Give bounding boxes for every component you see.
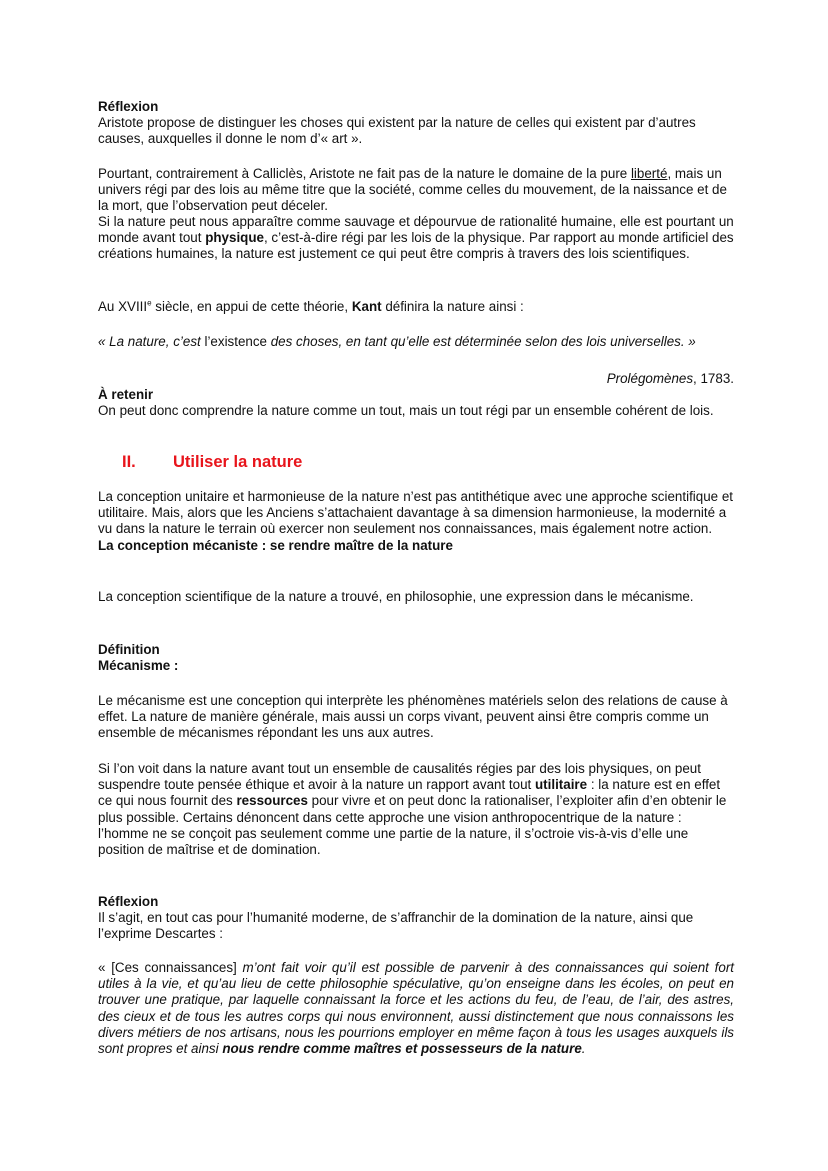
text: définira la nature ainsi : bbox=[381, 299, 524, 314]
bold-term: ressources bbox=[236, 793, 308, 809]
text: l’existence bbox=[200, 334, 271, 349]
underlined-term: liberté bbox=[630, 166, 668, 181]
text: des choses, en tant qu’elle est déterminée selon des lois universelles. » bbox=[270, 334, 696, 349]
text: Si la nature peut nous apparaître comme sauvage et dépourvue de rationalité humaine, elle est pourtant un monde avant tout bbox=[98, 214, 734, 246]
text: . bbox=[581, 1041, 586, 1057]
reflexion-title: Réflexion bbox=[98, 894, 159, 909]
section-title: Utiliser la nature bbox=[173, 453, 303, 471]
kant-source bbox=[98, 371, 734, 387]
superscript: e bbox=[147, 298, 152, 308]
retenir-block bbox=[98, 387, 734, 419]
definition-title: Définition bbox=[98, 642, 160, 657]
definition-term: Mécanisme : bbox=[98, 658, 179, 674]
text: , mais un univers régi par des lois au même titre que la société, comme celles du mouvement, de la naissance et de la mort, que l’observation peut déceler. bbox=[98, 166, 727, 214]
text: Si l’on voit dans la nature avant tout un ensemble de causalités régies par des lois physiques, on peut suspendre toute pensée éthique et avoir à la nature un rapport avant tout bbox=[98, 761, 701, 793]
reflexion-text: Il s’agit, en tout cas pour l’humanité moderne, de s’affranchir de la domination de la nature, ainsi que l’exprime Descartes : bbox=[98, 910, 694, 942]
utilitaire-paragraph bbox=[98, 761, 734, 858]
definition-block bbox=[98, 642, 734, 674]
reflexion-block-2 bbox=[98, 894, 734, 943]
text: , c’est-à-dire régi par les lois de la physique. Par rapport au monde artificiel des créations humaines, la nature est justement ce qui peut être compris à travers des lois scientifiques. bbox=[98, 230, 734, 262]
bold-term: physique bbox=[205, 230, 264, 246]
text: : la nature est en effet ce qui nous fournit des bbox=[98, 777, 721, 809]
subheading: La conception mécaniste : se rendre maître de la nature bbox=[98, 537, 453, 553]
reflexion-text: Aristote propose de distinguer les choses qui existent par la nature de celles qui existent par d’autres causes, auxquelles il donne le nom d’« art ». bbox=[98, 115, 696, 147]
reflexion-title: Réflexion bbox=[98, 99, 159, 114]
descartes-quote bbox=[98, 960, 734, 1057]
text: pour vivre et on peut donc la rationaliser, l’exploiter afin d’en obtenir le plus possible. Certains dénoncent dans cette approche une vision anthropocentrique de la nature : l’homme ne se conçoit pas seulement comme une partie de la nature, il s’octroie vis-à-vis d’elle une position de maîtrise et de domination. bbox=[98, 793, 727, 858]
source-year: , 1783. bbox=[693, 371, 734, 386]
retenir-text: On peut donc comprendre la nature comme un tout, mais un tout régi par un ensemble cohérent de lois. bbox=[98, 403, 714, 419]
source-title: Prolégomènes bbox=[606, 371, 694, 386]
bold-term: Kant bbox=[351, 299, 382, 314]
physique-paragraph bbox=[98, 214, 734, 263]
text: « La nature, bbox=[98, 334, 174, 349]
bold-term: utilitaire bbox=[535, 777, 588, 793]
section-number: II. bbox=[122, 453, 136, 471]
bold-quote: nous rendre comme maîtres et possesseurs de la nature bbox=[222, 1041, 582, 1057]
text: siècle, en appui de cette théorie, bbox=[151, 299, 352, 314]
text: « [Ces connaissances] bbox=[98, 960, 243, 975]
reflexion-block-1 bbox=[98, 99, 734, 148]
text: Pourtant, contrairement à Calliclès, Aristote ne fait pas de la nature le domaine de la pure bbox=[98, 166, 631, 181]
text: Au XVIII bbox=[98, 299, 148, 314]
retenir-title: À retenir bbox=[98, 387, 154, 402]
pourtant-paragraph bbox=[98, 166, 734, 215]
definition-text: Le mécanisme est une conception qui interprète les phénomènes matériels selon des relations de cause à effet. La nature de manière générale, mais aussi un corps vivant, peuvent ainsi être compris comme un ensemble de mécanismes répondant les uns aux autres. bbox=[98, 693, 728, 741]
scientific-paragraph: La conception scientifique de la nature a trouvé, en philosophie, une expression dans le mécanisme. bbox=[98, 589, 694, 604]
text: m’ont fait voir qu’il est possible de parvenir à des connaissances qui soient fort utiles à la vie, et qu’au lieu de cette philosophie spéculative, qu’on enseigne dans les écoles, on peut en trouver une pratique, par laquelle connaissant la force et les actions du feu, de l’eau, de l’air, des astres, des cieux et de tous les autres corps qui nous environnent, aussi distinctement que nous connaissons les divers métiers de nos artisans, nous les pourrions employer en même façon à tous les usages auxquels ils sont propres et ainsi bbox=[98, 960, 734, 1057]
kant-quote bbox=[98, 334, 734, 350]
intro-block bbox=[98, 489, 734, 554]
text: c’est bbox=[173, 334, 201, 349]
intro-text: La conception unitaire et harmonieuse de la nature n’est pas antithétique avec une approche scientifique et utilitaire. Mais, alors que les Anciens s’attachaient davantage à sa dimension harmonieuse, la modernité a vu dans la nature le terrain où exercer non seulement nos connaissances, mais également notre action. bbox=[98, 489, 733, 537]
kant-intro bbox=[98, 299, 734, 315]
